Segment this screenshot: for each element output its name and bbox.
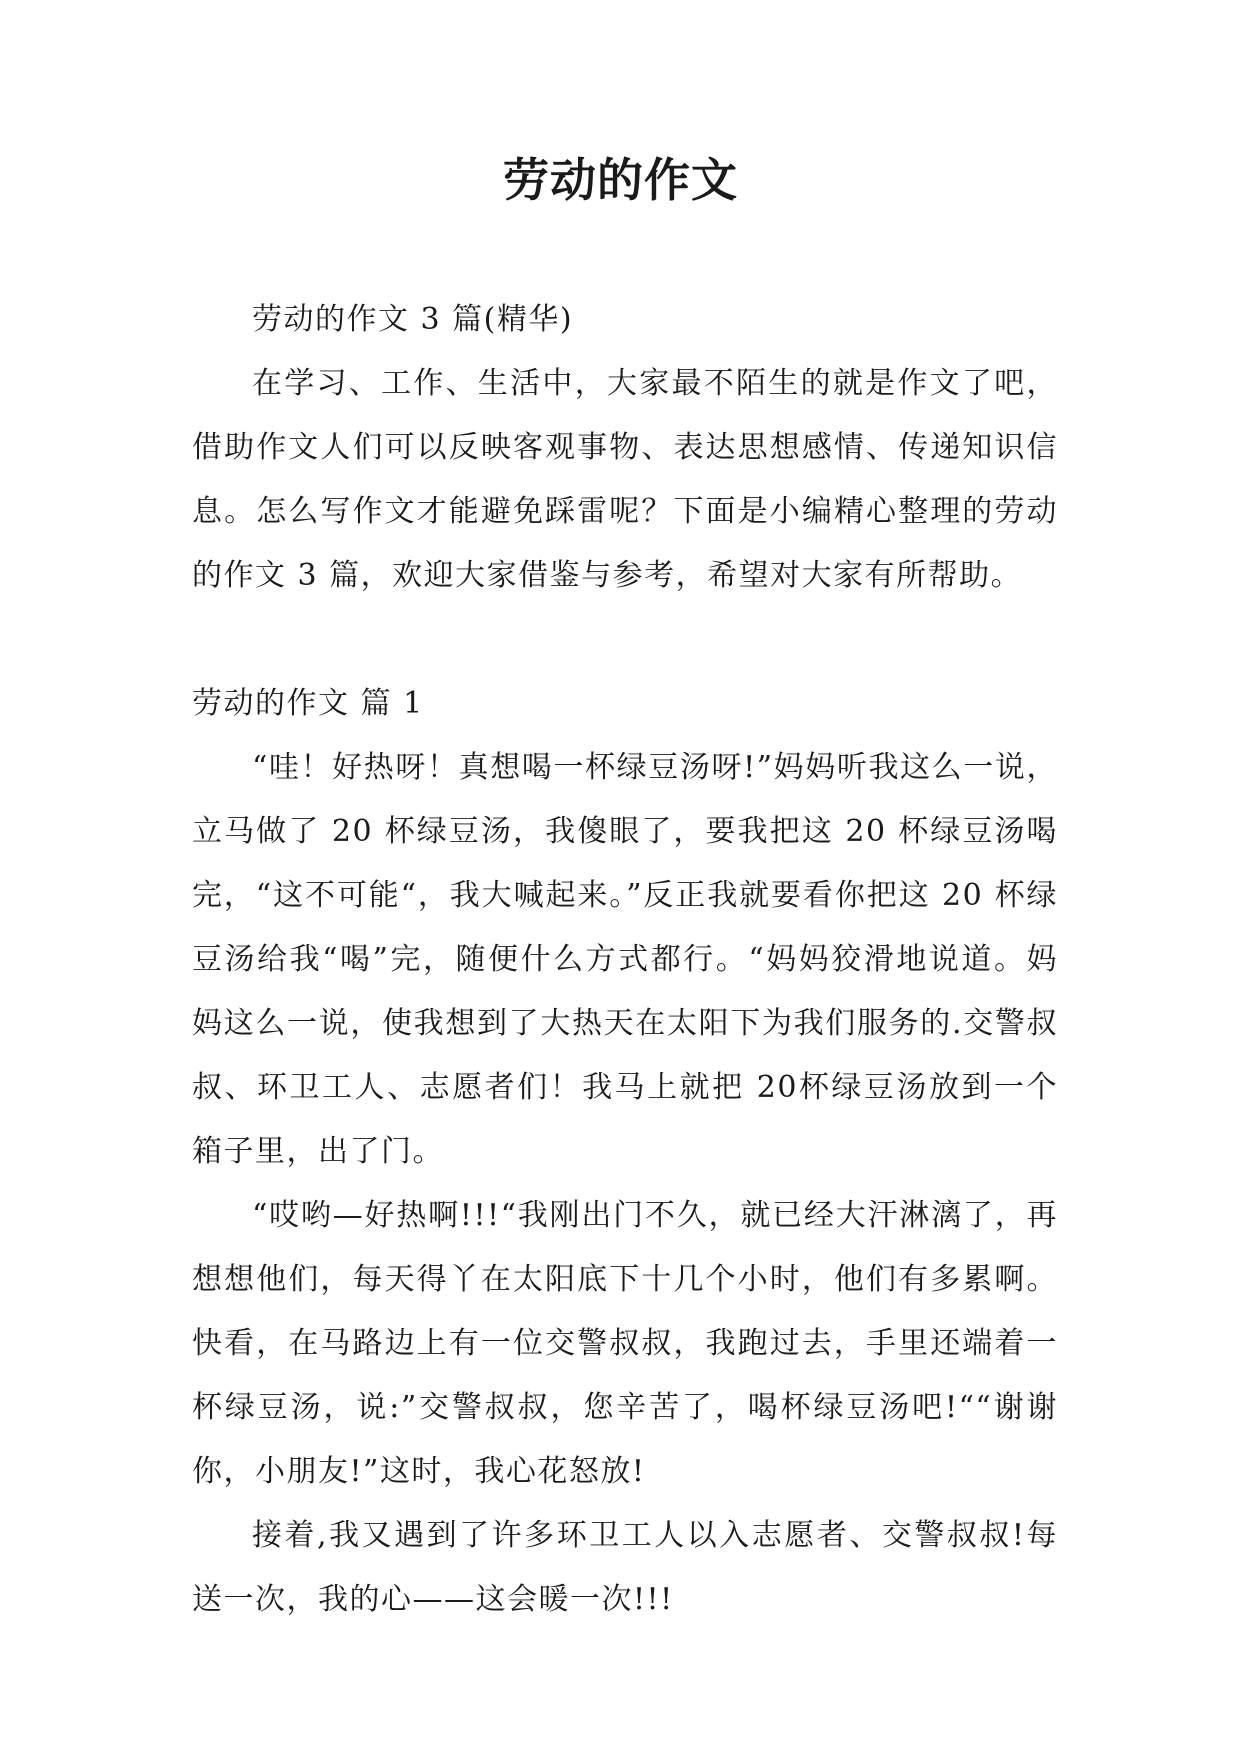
section-paragraph-3: 接着,我又遇到了许多环卫工人以入志愿者、交警叔叔!每送一次，我的心——这会暖一次!!! — [192, 1518, 1058, 1617]
section-paragraph-2: “哎哟—好热啊!!!“我刚出门不久，就已经大汗淋漓了，再想想他们，每天得丫在太阳底下十几个小时，他们有多累啊。快看，在马路边上有一位交警叔叔，我跑过去，手里还端着一杯绿豆汤，说:”交警叔叔，您辛苦了，喝杯绿豆汤吧!““谢谢你，小朋友!”这时，我心花怒放! — [192, 1198, 1058, 1489]
document-subtitle: 劳动的作文 3 篇(精华) — [252, 302, 574, 337]
section-heading: 劳动的作文 篇 1 — [192, 686, 424, 721]
section-spacer — [192, 608, 1058, 672]
section-paragraph-1: “哇！好热呀！真想喝一杯绿豆汤呀!”妈妈听我这么一说，立马做了 20 杯绿豆汤，我傻眼了，要我把这 20 杯绿豆汤喝完，“这不可能“，我大喊起来。”反正我就要看你把这 20 杯绿豆汤给我“喝”完，随便什么方式都行。“妈妈狡滑地说道。妈妈这么一说，使我想到了大热天在太阳下为我们服务的.交警叔叔、环卫工人、志愿者们！我马上就把 20杯绿豆汤放到一个箱子里，出了门。 — [192, 750, 1058, 1169]
document-title: 劳动的作文 — [503, 153, 738, 207]
document-body — [192, 288, 1058, 1632]
intro-paragraph: 在学习、工作、生活中，大家最不陌生的就是作文了吧，借助作文人们可以反映客观事物、表达思想感情、传递知识信息。怎么写作文才能避免踩雷呢？下面是小编精心整理的劳动的作文 3 篇，欢迎大家借鉴与参考，希望对大家有所帮助。 — [192, 366, 1058, 593]
